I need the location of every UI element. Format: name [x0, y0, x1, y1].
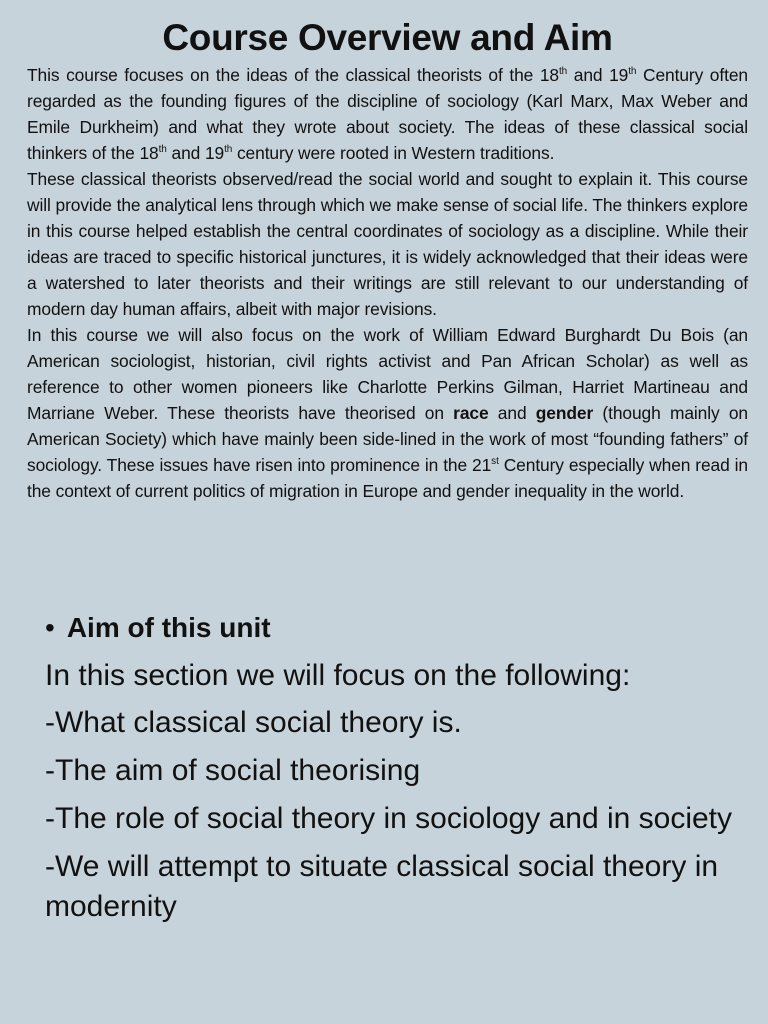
aim-intro: In this section we will focus on the following:	[45, 659, 631, 692]
course-overview-text	[27, 62, 748, 504]
p1-text-a: This course focuses on the ideas of the classical theorists of the 18	[27, 65, 559, 85]
aim-item: -The role of social theory in sociology and in society	[45, 802, 733, 835]
p3-sup-1: st	[491, 456, 499, 467]
p3-text-b: and	[488, 403, 536, 423]
p1-sup-4: th	[224, 144, 233, 155]
p3-text-a: In this course we will also focus on the work of William Edward Burghardt Du Bois (an American sociologist, historian, civil rights activist and Pan African Scholar) as well as reference to other women pioneers like Charlotte Perkins Gilman, Harriet Martineau and Marriane Weber. These theorists have theorised on	[27, 325, 748, 423]
aim-section	[27, 608, 748, 935]
aim-heading	[27, 608, 748, 648]
overview-paragraph-1	[27, 62, 748, 166]
p1-text-c: Century often regarded as the founding figures of the discipline of sociology (Karl Marx, Max Weber and Emile Durkheim) and what they wrote about society. The ideas of these classical social thinkers of the 18	[27, 65, 748, 163]
aim-list	[27, 703, 748, 927]
p1-sup-2: th	[628, 66, 637, 77]
aim-item: -We will attempt to situate classical social theory in modernity	[45, 850, 719, 923]
p3-text-c: (though mainly on American Society) which have mainly been side-lined in the work of most “founding fathers” of sociology. These issues have risen into prominence in the 21	[27, 403, 748, 475]
p3-text-d: Century especially when read in the context of current politics of migration in Europe and gender inequality in the world.	[27, 455, 748, 501]
p1-sup-3: th	[158, 144, 167, 155]
aim-heading-label: Aim of this unit	[66, 612, 271, 643]
aim-item: -What classical social theory is.	[45, 706, 462, 739]
aim-item: -The aim of social theorising	[45, 754, 421, 787]
p1-text-d: and 19	[166, 143, 225, 163]
p3-bold-gender: gender	[535, 403, 594, 423]
p3-bold-race: race	[453, 403, 489, 423]
p1-text-e: century were rooted in Western traditions.	[232, 143, 555, 163]
p1-sup-1: th	[558, 66, 568, 77]
bullet-icon: •	[45, 612, 55, 643]
p1-text-b: and 19	[567, 65, 629, 85]
overview-paragraph-2: These classical theorists observed/read the social world and sought to explain it. This course will provide the analytical lens through which we make sense of social life. The thinkers explore in this course helped establish the central coordinates of sociology as a discipline. While their ideas are traced to specific historical junctures, it is widely acknowledged that their ideas were a watershed to later theorists and their writings are still relevant to our understanding of modern day human affairs, albeit with major revisions.	[27, 169, 748, 319]
page-title: Course Overview and Aim	[162, 17, 613, 58]
overview-paragraph-3	[27, 322, 748, 504]
